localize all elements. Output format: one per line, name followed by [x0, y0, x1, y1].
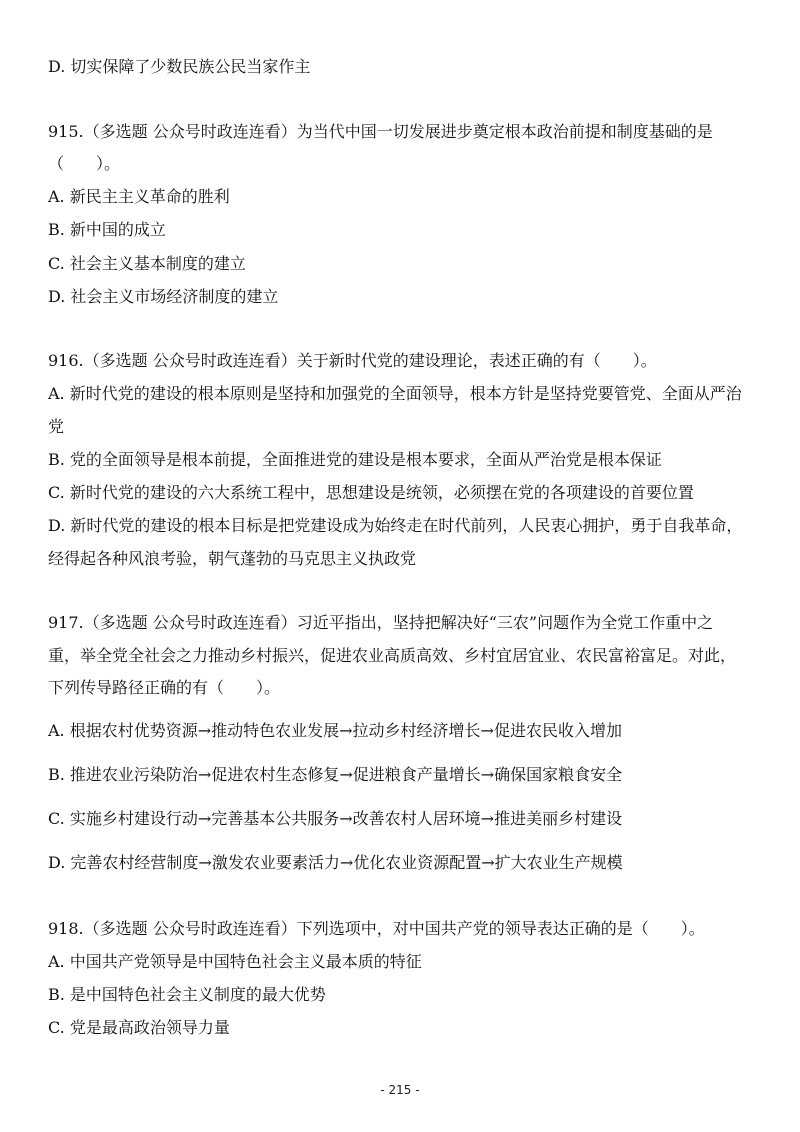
q916-option-b: B. 党的全面领导是根本前提，全面推进党的建设是根本要求，全面从严治党是根本保证 [48, 450, 662, 469]
q916-option-d-line1: D. 新时代党的建设的根本目标是把党建设成为始终走在时代前列，人民衷心拥护，勇于自我革命， [48, 516, 743, 535]
q917-option-b: B. 推进农业污染防治→促进农村生态修复→促进粮食产量增长→确保国家粮食安全 [48, 765, 623, 784]
q916-option-a-line2: 党 [48, 417, 65, 436]
q915-option-a: A. 新民主主义革命的胜利 [48, 187, 230, 206]
q915-stem-line1: 915.（多选题 公众号时政连连看）为当代中国一切发展进步奠定根本政治前提和制度基础的是 [48, 122, 713, 141]
q918-option-b: B. 是中国特色社会主义制度的最大优势 [48, 985, 326, 1004]
q917-option-a: A. 根据农村优势资源→推动特色农业发展→拉动乡村经济增长→促进农民收入增加 [48, 721, 622, 740]
q915-option-d: D. 社会主义市场经济制度的建立 [48, 287, 279, 306]
q915-stem-line2: （ ）。 [48, 154, 121, 173]
q914-option-d: D. 切实保障了少数民族公民当家作主 [48, 57, 311, 76]
q917-stem-line1: 917.（多选题 公众号时政连连看）习近平指出，坚持把解决好“三农”问题作为全党工作重中之 [48, 613, 714, 632]
q917-stem-line3: 下列传导路径正确的有（ ）。 [48, 678, 281, 697]
q916-option-c: C. 新时代党的建设的六大系统工程中，思想建设是统领，必须摆在党的各项建设的首要位置 [48, 483, 694, 502]
q917-stem-line2: 重，举全党全社会之力推动乡村振兴，促进农业高质高效、乡村宜居宜业、农民富裕富足。对此， [48, 646, 737, 665]
q916-option-a-line1: A. 新时代党的建设的根本原则是坚持和加强党的全面领导，根本方针是坚持党要管党、全面从严治 [48, 384, 742, 403]
q918-stem: 918.（多选题 公众号时政连连看）下列选项中，对中国共产党的领导表达正确的是（ ）。 [48, 919, 705, 938]
q916-option-d-line2: 经得起各种风浪考验，朝气蓬勃的马克思主义执政党 [48, 549, 417, 568]
q918-option-a: A. 中国共产党领导是中国特色社会主义最本质的特征 [48, 952, 422, 971]
q917-option-d: D. 完善农村经营制度→激发农业要素活力→优化农业资源配置→扩大农业生产规模 [48, 853, 623, 872]
q916-stem: 916.（多选题 公众号时政连连看）关于新时代党的建设理论，表述正确的有（ ）。 [48, 351, 657, 370]
q915-option-b: B. 新中国的成立 [48, 220, 166, 239]
q918-option-c: C. 党是最高政治领导力量 [48, 1018, 230, 1037]
q917-option-c: C. 实施乡村建设行动→完善基本公共服务→改善农村人居环境→推进美丽乡村建设 [48, 809, 623, 828]
q915-option-c: C. 社会主义基本制度的建立 [48, 254, 246, 273]
page-number: - 215 - [380, 1083, 420, 1097]
